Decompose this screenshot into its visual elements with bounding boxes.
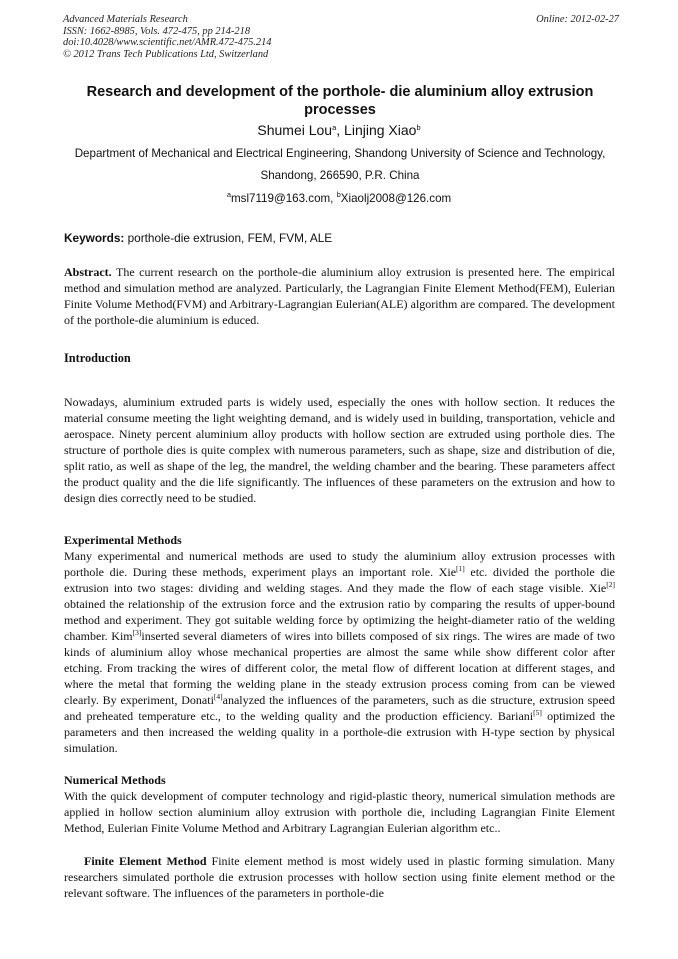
- abstract-text: The current research on the porthole-die aluminium alloy extrusion is presented here. The empirical method and simulation method are analyzed. Particularly, the Lagrangian Finite Element Method(FEM), Eulerian Finite Volume Method(FVM) and Arbitrary-Lagrangian Eulerian(ALE) algorithm are compared. The development of the porthole-die aluminium is educed.: [64, 265, 615, 327]
- fem-section: [64, 853, 615, 901]
- introduction-paragraph: Nowadays, aluminium extruded parts is widely used, especially the ones with hollow section. It reduces the material consume meeting the light weighting demand, and is widely used in building, transportation, vehicle and aerospace. Ninety percent aluminium alloy products with hollow section are extruded using porthole dies. The structure of porthole dies is quite complex with numerous parameters, such as shape, size and distribution of die, split ratio, as well as shape of the leg, the mandrel, the welding chamber and the bearing. These parameters affect the product quality and the die life significantly. The influences of these parameters on the extrusion and how to design dies correctly need to be studied.: [64, 395, 615, 505]
- online-date: Online: 2012-02-27: [536, 14, 619, 25]
- introduction-heading: Introduction: [64, 351, 131, 365]
- numerical-section: [64, 772, 615, 836]
- experimental-text: inserted several diameters of wires into billets composed of six rings. The wires are made of two kinds of aluminium alloy whose mechanical properties are almost the same while show different color after etching. From tracking the wires of different color, the metal flow of different location at different stages, and where the metal that forming the welding plane in the steady extrusion process coming from can be viewed clearly. By experiment, Donati: [64, 629, 615, 707]
- numerical-text: With the quick development of computer technology and rigid-plastic theory, numerical simulation methods are applied in hollow section aluminium alloy extrusion with porthole die, including Lagrangian Finite Element Method, Eulerian Finite Volume Method and Arbitrary Lagrangian Eulerian algorithm etc..: [64, 789, 615, 835]
- experimental-text: optimized the parameters and then increased the welding quality in a porthole-die extrusion with H-type section by physical simulation.: [64, 709, 615, 755]
- citation-ref: [1]: [456, 564, 465, 573]
- keywords-label: Keywords:: [64, 231, 125, 245]
- issn-line: ISSN: 1662-8985, Vols. 472-475, pp 214-218: [63, 25, 251, 37]
- numerical-heading: Numerical Methods: [64, 773, 166, 787]
- author-superscript: b: [416, 123, 421, 132]
- experimental-text: obtained the relationship of the extrusion force and the extrusion ratio by comparing the results of upper-bound method and experiment. They got suitable welding force by optimizing the height-diameter ratio of the welding chamber. Kim: [64, 597, 615, 643]
- experimental-text: analyzed the influences of the parameters, such as die structure, extrusion speed and preheated temperature etc., to the welding quality and the production efficiency. Bariani: [64, 693, 615, 723]
- email-superscript: a: [226, 190, 231, 199]
- affiliation: Department of Mechanical and Electrical Engineering, Shandong University of Science and Technology, Shandong, 266590, P.R. China: [74, 147, 606, 182]
- author-name: Shumei Lou: [257, 122, 333, 138]
- experimental-text: etc. divided the porthole die extrusion into two stages: dividing and welding stages. And they made the flow of each stage visible. Xie: [64, 565, 615, 595]
- keywords-text: porthole-die extrusion, FEM, FVM, ALE: [124, 231, 333, 245]
- citation-ref: [3]: [132, 628, 142, 637]
- abstract: [64, 264, 615, 328]
- citation-ref: [4]: [213, 692, 223, 701]
- journal-name: Advanced Materials Research: [63, 14, 188, 25]
- fem-heading: Finite Element Method: [84, 854, 207, 868]
- email-address: msl7119@163.com,: [230, 192, 337, 205]
- experimental-section: [64, 532, 615, 756]
- paper-title: Research and development of the porthole- die aluminium alloy extrusion processes: [86, 84, 594, 118]
- doi-line: doi:10.4028/www.scientific.net/AMR.472-475.214: [63, 37, 272, 49]
- abstract-label: Abstract.: [64, 265, 112, 279]
- author-line: [0, 121, 678, 139]
- citation-ref: [2]: [606, 580, 615, 589]
- email-superscript: b: [336, 190, 341, 199]
- author-separator: ,: [336, 122, 345, 138]
- citation-ref: [5]: [533, 708, 542, 717]
- experimental-text: Many experimental and numerical methods are used to study the aluminium alloy extrusion processes with porthole die. During these methods, experiment plays an important role. Xie: [64, 549, 615, 579]
- copyright-line: © 2012 Trans Tech Publications Ltd, Switzerland: [63, 48, 269, 60]
- author-name: Linjing Xiao: [344, 122, 417, 138]
- email-line: [0, 191, 678, 207]
- author-superscript: a: [332, 123, 337, 132]
- experimental-heading: Experimental Methods: [64, 533, 182, 547]
- fem-text: Finite element method is most widely used in plastic forming simulation. Many researchers simulated porthole die extrusion processes with hollow section using finite element method or the relevant software. The influences of the parameters in porthole-die: [64, 854, 615, 900]
- journal-header: [63, 14, 619, 60]
- email-address: Xiaolj2008@126.com: [340, 192, 452, 205]
- keywords: [64, 230, 616, 246]
